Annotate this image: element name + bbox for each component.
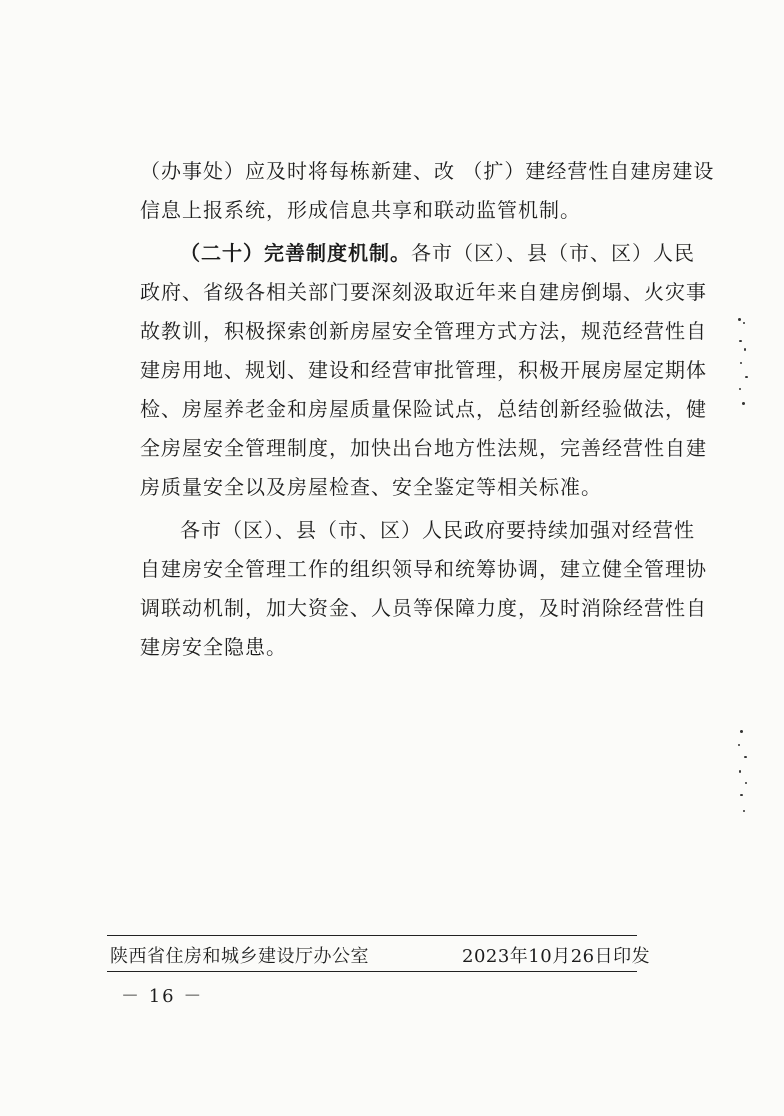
section-heading-rest: 各市（区）、县（市、区）人民: [411, 241, 695, 265]
footer-issuer: 陕西省住房和城乡建设厅办公室: [110, 946, 369, 967]
paragraph-section-20: [140, 234, 707, 507]
text-line: 全房屋安全管理制度，加快出台地方性法规，完善经营性自建: [140, 436, 707, 460]
text-line: 各市（区）、县（市、区）人民政府要持续加强对经营性: [180, 518, 695, 542]
text-line: 调联动机制，加大资金、人员等保障力度，及时消除经营性自: [140, 596, 707, 620]
text-line: 故教训，积极探索创新房屋安全管理方式方法，规范经营性自: [140, 319, 707, 343]
section-heading: （二十）完善制度机制。: [180, 241, 411, 265]
footer-top-rule: [107, 935, 637, 936]
paragraph-closing: [140, 511, 707, 667]
paragraph-continuation: [140, 152, 715, 230]
scan-specks-upper: [736, 318, 750, 408]
text-line: 房质量安全以及房屋检查、安全鉴定等相关标准。: [140, 475, 602, 499]
text-line: 检、房屋养老金和房屋质量保险试点，总结创新经验做法，健: [140, 397, 707, 421]
text-line: 建房安全隐患。: [140, 635, 287, 659]
footer-bottom-rule: [107, 971, 637, 972]
text-line: 建房用地、规划、建设和经营审批管理，积极开展房屋定期体: [140, 358, 707, 382]
text-line: 信息上报系统，形成信息共享和联动监管机制。: [140, 198, 581, 222]
scan-specks-lower: [736, 730, 750, 820]
text-line: 政府、省级各相关部门要深刻汲取近年来自建房倒塌、火灾事: [140, 280, 707, 304]
document-body: [140, 152, 715, 667]
text-line: 自建房安全管理工作的组织领导和统筹协调，建立健全管理协: [140, 557, 707, 581]
page-number: － 16 －: [121, 986, 204, 1007]
footer-date: 2023年10月26日印发: [462, 946, 651, 967]
text-line: （办事处）应及时将每栋新建、改 （扩）建经营性自建房建设: [140, 159, 715, 183]
text-line: [140, 234, 695, 273]
